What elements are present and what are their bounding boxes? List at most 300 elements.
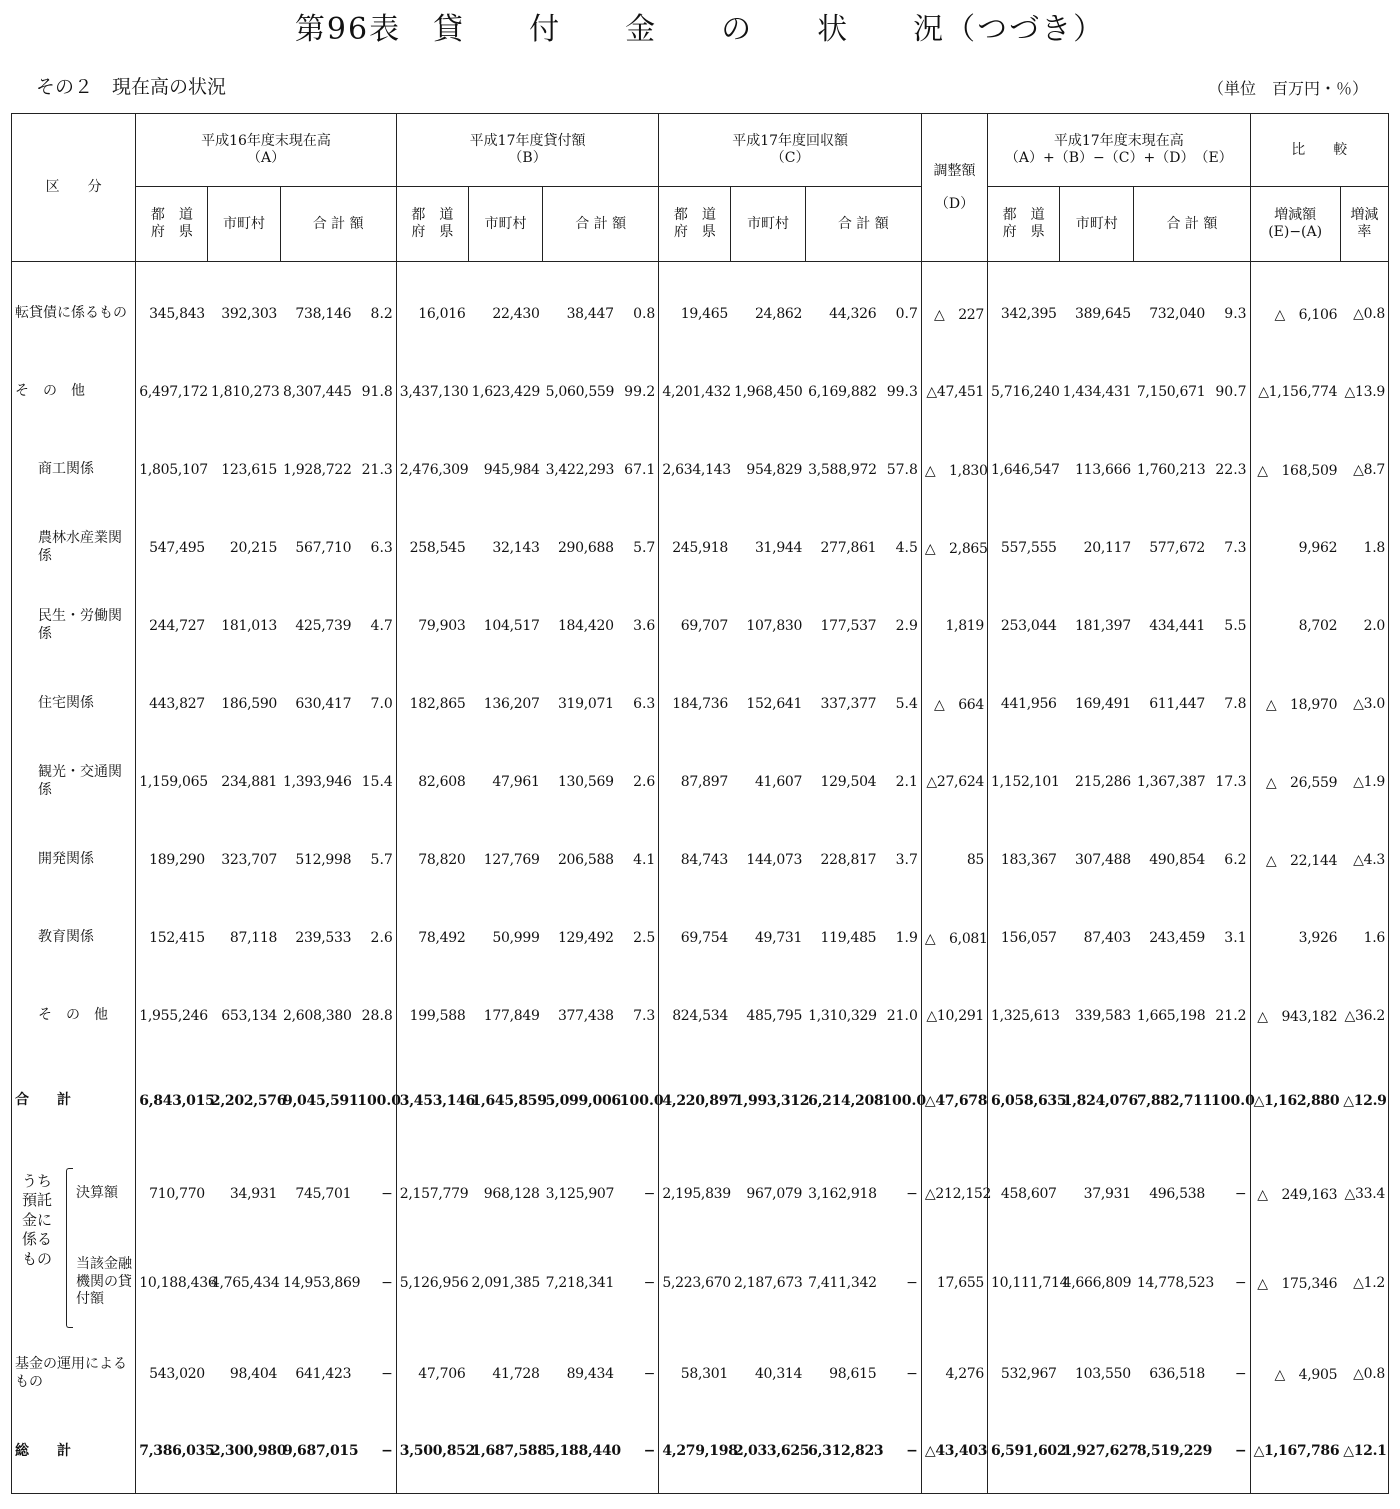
table-cell: 490,854 [1149, 851, 1205, 868]
table-cell: 234,881 [221, 773, 278, 790]
table-cell: 1,393,946 [283, 773, 352, 790]
header-group-c: 平成17年度回収額 （C） [659, 114, 922, 187]
table-cell: 2,187,673 [733, 1274, 803, 1291]
table-cell: △12.1 [1340, 1410, 1388, 1494]
table-cell: 28.8 [354, 990, 396, 1042]
table-cell: 40,314 [754, 1365, 803, 1382]
table-cell: 239,533 [295, 929, 352, 946]
table-cell: 3,162,918 [808, 1185, 877, 1202]
row-label: そ の 他 [12, 990, 136, 1042]
table-cell: 636,518 [1149, 1365, 1205, 1382]
table-cell: △ 22,144 [1265, 852, 1338, 869]
table-cell: 0.8 [617, 262, 659, 366]
table-cell: △ 943,182 [1257, 1008, 1338, 1025]
table-cell: − [1208, 1410, 1250, 1494]
table-cell: 1,665,198 [1136, 1007, 1206, 1024]
table-cell: 127,769 [483, 851, 540, 868]
table-cell: 7,882,711 [1136, 1092, 1213, 1109]
table-cell: 8,702 [1298, 617, 1338, 634]
table-cell: 16,016 [418, 305, 466, 322]
table-cell: △12.9 [1340, 1042, 1388, 1160]
table-cell: 1.8 [1340, 522, 1388, 574]
table-cell: 24,862 [754, 305, 803, 322]
table-cell: △ 168,509 [1257, 462, 1338, 479]
table-cell: 129,492 [557, 929, 614, 946]
table-cell: 1,434,431 [1062, 383, 1132, 400]
table-cell: 183,367 [1000, 851, 1057, 868]
table-cell: 8,519,229 [1134, 1410, 1208, 1494]
table-cell: 1,152,101 [991, 773, 1060, 790]
table-cell: 1.9 [879, 886, 921, 990]
table-cell: − [879, 1160, 921, 1228]
row-label: 総 計 [12, 1410, 136, 1494]
header-kubun: 区 分 [12, 114, 136, 262]
table-cell: 15.4 [354, 730, 396, 834]
table-cell: △47,451 [921, 366, 987, 418]
header-prefecture: 都 道 府 県 [659, 187, 731, 262]
table-cell: 215,286 [1075, 773, 1131, 790]
table-cell: 245,918 [672, 539, 728, 556]
header-prefecture: 都 道 府 県 [136, 187, 208, 262]
table-cell: 84,743 [680, 851, 728, 868]
table-cell: 3,125,907 [545, 1185, 615, 1202]
table-cell: 184,420 [557, 617, 614, 634]
table-cell: 5,223,670 [662, 1274, 731, 1291]
table-cell: △ 18,970 [1265, 696, 1338, 713]
table-cell: − [354, 1160, 396, 1228]
table-cell: 6,843,015 [139, 1092, 215, 1109]
table-cell: △1.2 [1340, 1228, 1388, 1338]
row-label: 合 計 [12, 1042, 136, 1160]
row-label: 当該金融機関の貸付額 [12, 1228, 136, 1338]
table-cell: 228,817 [820, 851, 877, 868]
table-cell: 1,810,273 [210, 383, 280, 400]
table-cell: 342,395 [1000, 305, 1057, 322]
table-cell: 9,962 [1298, 539, 1338, 556]
table-cell: 113,666 [1075, 461, 1131, 478]
table-cell: 1,928,722 [283, 461, 352, 478]
table-cell: 90.7 [1208, 366, 1250, 418]
table-cell: 4,276 [921, 1338, 987, 1410]
table-cell: 9,045,591 [283, 1092, 359, 1109]
table-cell: 182,865 [409, 695, 466, 712]
uchi-label: うち預託金に係るもの [22, 1171, 53, 1268]
table-cell: 5,126,956 [399, 1274, 469, 1291]
table-cell: 104,517 [483, 617, 540, 634]
row-label: 教育関係 [12, 886, 136, 990]
bracket-line [66, 1168, 73, 1328]
table-cell: 98,615 [829, 1365, 877, 1382]
table-cell: 954,829 [746, 461, 803, 478]
table-cell: 339,583 [1075, 1007, 1131, 1024]
table-cell: 253,044 [1000, 617, 1057, 634]
table-cell: − [617, 1338, 659, 1410]
table-cell: 44,326 [829, 305, 877, 322]
table-cell: 290,688 [557, 539, 614, 556]
table-cell: 968,128 [483, 1185, 540, 1202]
header-municipal: 市町村 [1060, 187, 1134, 262]
table-cell: 1,159,065 [139, 773, 208, 790]
table-cell: 2.1 [879, 730, 921, 834]
row-label: 商工関係 [12, 418, 136, 522]
table-cell: 7.8 [1208, 678, 1250, 730]
table-cell: △212,152 [921, 1160, 987, 1228]
table-cell: 5.7 [617, 522, 659, 574]
table-cell: 258,545 [409, 539, 466, 556]
table-cell: 6,312,823 [805, 1410, 879, 1494]
table-cell: 21.3 [354, 418, 396, 522]
table-cell: 17,655 [921, 1228, 987, 1338]
table-cell: 107,830 [746, 617, 803, 634]
table-cell: 532,967 [1000, 1365, 1057, 1382]
table-row [12, 574, 1389, 678]
table-cell: 577,672 [1149, 539, 1205, 556]
table-cell: 4,666,809 [1062, 1274, 1132, 1291]
table-cell: 10,188,436 [139, 1274, 217, 1291]
table-cell: 6.2 [1208, 834, 1250, 886]
table-cell: △ 26,559 [1265, 774, 1338, 791]
header-prefecture: 都 道 府 県 [988, 187, 1060, 262]
table-cell: 7,150,671 [1136, 383, 1206, 400]
table-cell: 34,931 [229, 1185, 278, 1202]
table-cell: − [354, 1338, 396, 1410]
loan-balance-table [11, 113, 1389, 1494]
table-cell: 7.3 [617, 990, 659, 1042]
table-cell: 9.3 [1208, 262, 1250, 366]
table-cell: △0.8 [1340, 262, 1388, 366]
table-cell: △1.9 [1340, 730, 1388, 834]
header-municipal: 市町村 [468, 187, 542, 262]
table-cell: 129,504 [820, 773, 877, 790]
table-cell: 156,057 [1000, 929, 1057, 946]
table-cell: − [1208, 1160, 1250, 1228]
table-cell: 3,437,130 [399, 383, 469, 400]
table-cell: 3,422,293 [545, 461, 615, 478]
table-cell: − [1208, 1338, 1250, 1410]
table-cell: △43,403 [921, 1410, 987, 1494]
header-group-a: 平成16年度末現在高 （A） [136, 114, 397, 187]
table-cell: 6,058,635 [991, 1092, 1067, 1109]
table-cell: △36.2 [1340, 990, 1388, 1042]
table-cell: 1,955,246 [139, 1007, 208, 1024]
table-cell: 5,060,559 [545, 383, 615, 400]
table-cell: 8.2 [354, 262, 396, 366]
table-cell: 458,607 [1000, 1185, 1057, 1202]
table-cell: − [354, 1228, 396, 1338]
table-cell: 611,447 [1149, 695, 1205, 712]
table-cell: 58,301 [680, 1365, 728, 1382]
header-compare: 比 較 [1250, 114, 1388, 187]
table-cell: 78,492 [418, 929, 466, 946]
table-cell: 22,430 [492, 305, 540, 322]
row-label: 観光・交通関係 [12, 730, 136, 834]
table-cell: △8.7 [1340, 418, 1388, 522]
table-cell: △0.8 [1340, 1338, 1388, 1410]
table-cell: 5.4 [879, 678, 921, 730]
table-cell: 2,033,625 [731, 1410, 805, 1494]
table-cell: 181,397 [1075, 617, 1131, 634]
table-cell: 345,843 [149, 305, 205, 322]
table-cell: 4,201,432 [662, 383, 731, 400]
table-cell: 7.3 [1208, 522, 1250, 574]
table-cell: 6,497,172 [139, 383, 208, 400]
table-cell: 21.2 [1208, 990, 1250, 1042]
table-cell: △ 249,163 [1257, 1186, 1338, 1203]
table-cell: 4,220,897 [662, 1092, 738, 1109]
table-cell: 6,214,208 [808, 1092, 884, 1109]
table-cell: − [879, 1410, 921, 1494]
table-cell: 169,491 [1075, 695, 1131, 712]
table-cell: 745,701 [295, 1185, 352, 1202]
table-cell: 1,646,547 [991, 461, 1060, 478]
table-row [12, 366, 1389, 418]
table-cell: △47,678 [921, 1042, 987, 1160]
table-cell: 79,903 [418, 617, 466, 634]
table-cell: 130,569 [557, 773, 614, 790]
table-cell: 69,707 [680, 617, 728, 634]
table-cell: △ 6,081 [921, 886, 987, 990]
table-cell: − [617, 1228, 659, 1338]
table-cell: 87,403 [1083, 929, 1131, 946]
table-cell: 78,820 [418, 851, 466, 868]
table-cell: 1,805,107 [139, 461, 208, 478]
table-cell: 9,687,015 [280, 1410, 354, 1494]
table-cell: 144,073 [746, 851, 803, 868]
table-cell: 710,770 [149, 1185, 205, 1202]
table-cell: 5,716,240 [991, 383, 1060, 400]
header-total: 合 計 額 [543, 187, 659, 262]
table-row [12, 990, 1389, 1042]
table-cell: 177,537 [820, 617, 877, 634]
table-cell: 49,731 [754, 929, 803, 946]
table-cell: △ 175,346 [1257, 1275, 1338, 1292]
row-label: 転貸債に係るもの [12, 262, 136, 366]
table-cell: 1.6 [1340, 886, 1388, 990]
table-cell: 41,728 [492, 1365, 540, 1382]
table-cell: 2.9 [879, 574, 921, 678]
table-row [12, 730, 1389, 834]
table-cell: 2,608,380 [283, 1007, 352, 1024]
table-cell: 186,590 [221, 695, 278, 712]
table-cell: 425,739 [295, 617, 352, 634]
table-cell: 630,417 [295, 695, 352, 712]
table-cell: 1,993,312 [733, 1092, 810, 1109]
table-cell: 67.1 [617, 418, 659, 522]
table-cell: 2.0 [1340, 574, 1388, 678]
table-cell: 22.3 [1208, 418, 1250, 522]
table-cell: 99.2 [617, 366, 659, 418]
table-cell: 31,944 [754, 539, 803, 556]
header-diff: 増減額 (E)−(A) [1250, 187, 1340, 262]
table-cell: 1,819 [921, 574, 987, 678]
table-row [12, 1228, 1389, 1338]
table-cell: 3.6 [617, 574, 659, 678]
unit-note: （単位 百万円・％） [1207, 79, 1368, 98]
table-cell: 184,736 [672, 695, 728, 712]
table-cell: − [1208, 1228, 1250, 1338]
table-cell: 485,795 [746, 1007, 803, 1024]
header-prefecture: 都 道 府 県 [396, 187, 468, 262]
table-cell: △ 227 [921, 262, 987, 366]
table-cell: 243,459 [1149, 929, 1205, 946]
table-cell: 824,534 [672, 1007, 728, 1024]
table-cell: 6.3 [617, 678, 659, 730]
table-cell: − [617, 1160, 659, 1228]
table-cell: 945,984 [483, 461, 540, 478]
table-cell: 2,091,385 [471, 1274, 540, 1291]
row-label: 開発関係 [12, 834, 136, 886]
table-cell: 3,500,852 [396, 1410, 468, 1494]
table-row [12, 886, 1389, 990]
table-cell: 50,999 [492, 929, 540, 946]
table-cell: 1,310,329 [808, 1007, 877, 1024]
table-cell: 199,588 [409, 1007, 466, 1024]
table-cell: 392,303 [221, 305, 278, 322]
table-cell: 377,438 [557, 1007, 614, 1024]
header-group-e: 平成17年度末現在高 （A）+（B）−（C）+（D） （E） [988, 114, 1251, 187]
table-cell: 7.0 [354, 678, 396, 730]
header-municipal: 市町村 [208, 187, 280, 262]
table-cell: 319,071 [557, 695, 614, 712]
table-cell: 47,961 [492, 773, 540, 790]
table-cell: 4.5 [879, 522, 921, 574]
table-cell: 152,641 [746, 695, 803, 712]
table-cell: 7,411,342 [808, 1274, 877, 1291]
row-label: 基金の運用によるもの [12, 1338, 136, 1410]
table-cell: △13.9 [1340, 366, 1388, 418]
table-cell: 2,634,143 [662, 461, 731, 478]
table-cell: 91.8 [354, 366, 396, 418]
table-cell: 136,207 [483, 695, 540, 712]
table-cell: 543,020 [149, 1365, 205, 1382]
table-cell: 98,404 [229, 1365, 278, 1382]
table-cell: 441,956 [1000, 695, 1057, 712]
header-municipal: 市町村 [731, 187, 805, 262]
table-cell: 14,953,869 [283, 1274, 361, 1291]
table-cell: 20,215 [229, 539, 278, 556]
table-cell: 2,202,576 [210, 1092, 287, 1109]
table-cell: 434,441 [1149, 617, 1205, 634]
table-cell: 2.6 [354, 886, 396, 990]
table-cell: 5,099,006 [545, 1092, 621, 1109]
table-cell: △1,167,786 [1250, 1410, 1340, 1494]
table-cell: 2,300,980 [208, 1410, 280, 1494]
table-cell: 181,013 [221, 617, 278, 634]
table-cell: 5.5 [1208, 574, 1250, 678]
table-cell: 2,476,309 [399, 461, 469, 478]
table-cell: 17.3 [1208, 730, 1250, 834]
table-cell: 123,615 [221, 461, 278, 478]
table-cell: 103,550 [1075, 1365, 1131, 1382]
table-cell: 189,290 [149, 851, 205, 868]
table-cell: 641,423 [295, 1365, 352, 1382]
table-cell: 14,778,523 [1136, 1274, 1214, 1291]
table-row [12, 262, 1389, 366]
table-cell: 37,931 [1083, 1185, 1131, 1202]
table-cell: 967,079 [746, 1185, 803, 1202]
row-label: そ の 他 [12, 366, 136, 418]
table-cell: 2,195,839 [662, 1185, 731, 1202]
table-cell: 738,146 [295, 305, 352, 322]
table-cell: − [354, 1410, 396, 1494]
table-cell: 8,307,445 [283, 383, 352, 400]
table-cell: 323,707 [221, 851, 278, 868]
header-group-b: 平成17年度貸付額 （B） [396, 114, 659, 187]
table-cell: 152,415 [149, 929, 205, 946]
table-cell: 337,377 [820, 695, 877, 712]
table-cell: 1,325,613 [991, 1007, 1060, 1024]
table-cell: 69,754 [680, 929, 728, 946]
table-cell: △3.0 [1340, 678, 1388, 730]
header-total: 合 計 額 [280, 187, 396, 262]
table-cell: △1,162,880 [1253, 1092, 1340, 1109]
header-total: 合 計 額 [1134, 187, 1250, 262]
table-cell: 32,143 [492, 539, 540, 556]
table-cell: △ 664 [921, 678, 987, 730]
table-cell: △ 4,905 [1274, 1366, 1338, 1383]
table-cell: − [879, 1228, 921, 1338]
table-cell: 512,998 [295, 851, 352, 868]
table-cell: 5.7 [354, 834, 396, 886]
table-cell: △1,156,774 [1258, 383, 1338, 400]
table-cell: 547,495 [149, 539, 205, 556]
table-cell: 7,218,341 [545, 1274, 615, 1291]
table-cell: 20,117 [1083, 539, 1131, 556]
table-cell: 3,588,972 [808, 461, 877, 478]
table-cell: 87,897 [680, 773, 728, 790]
table-cell: 1,824,076 [1062, 1092, 1138, 1109]
table-cell: 2,157,779 [399, 1185, 469, 1202]
table-cell: 1,687,588 [468, 1410, 542, 1494]
table-cell: 19,465 [680, 305, 728, 322]
table-cell: 1,645,859 [471, 1092, 547, 1109]
table-cell: 0.7 [879, 262, 921, 366]
table-cell: 557,555 [1000, 539, 1057, 556]
row-label: 農林水産業関係 [12, 522, 136, 574]
table-cell: 277,861 [820, 539, 877, 556]
table-cell: 4.7 [354, 574, 396, 678]
table-cell: △33.4 [1340, 1160, 1388, 1228]
table-cell: 87,118 [229, 929, 278, 946]
table-row [12, 678, 1389, 730]
table-cell: △27,624 [921, 730, 987, 834]
table-cell: 3.1 [1208, 886, 1250, 990]
header-total: 合 計 額 [805, 187, 921, 262]
row-label: 決算額 [12, 1160, 136, 1228]
table-row [12, 1160, 1389, 1228]
table-cell: 307,488 [1075, 851, 1131, 868]
table-cell: 6.3 [354, 522, 396, 574]
table-cell: 653,134 [221, 1007, 278, 1024]
table-cell: 496,538 [1149, 1185, 1205, 1202]
table-cell: 4.1 [617, 834, 659, 886]
table-cell: 443,827 [149, 695, 205, 712]
table-cell: 6,591,602 [988, 1410, 1060, 1494]
table-title: 第96表 貸 付 金 の 状 況（つづき） [294, 12, 1106, 47]
table-cell: △ 2,865 [921, 522, 987, 574]
table-cell: 100.0 [354, 1042, 396, 1160]
table-cell: 2.5 [617, 886, 659, 990]
table-cell: − [879, 1338, 921, 1410]
table-cell: 119,485 [820, 929, 877, 946]
table-cell: 6,169,882 [808, 383, 877, 400]
table-row [12, 834, 1389, 886]
table-cell: 1,927,627 [1060, 1410, 1134, 1494]
table-row [12, 1338, 1389, 1410]
table-row [12, 418, 1389, 522]
header-adjust: 調整額 （D） [921, 114, 987, 262]
table-cell: 1,760,213 [1136, 461, 1206, 478]
